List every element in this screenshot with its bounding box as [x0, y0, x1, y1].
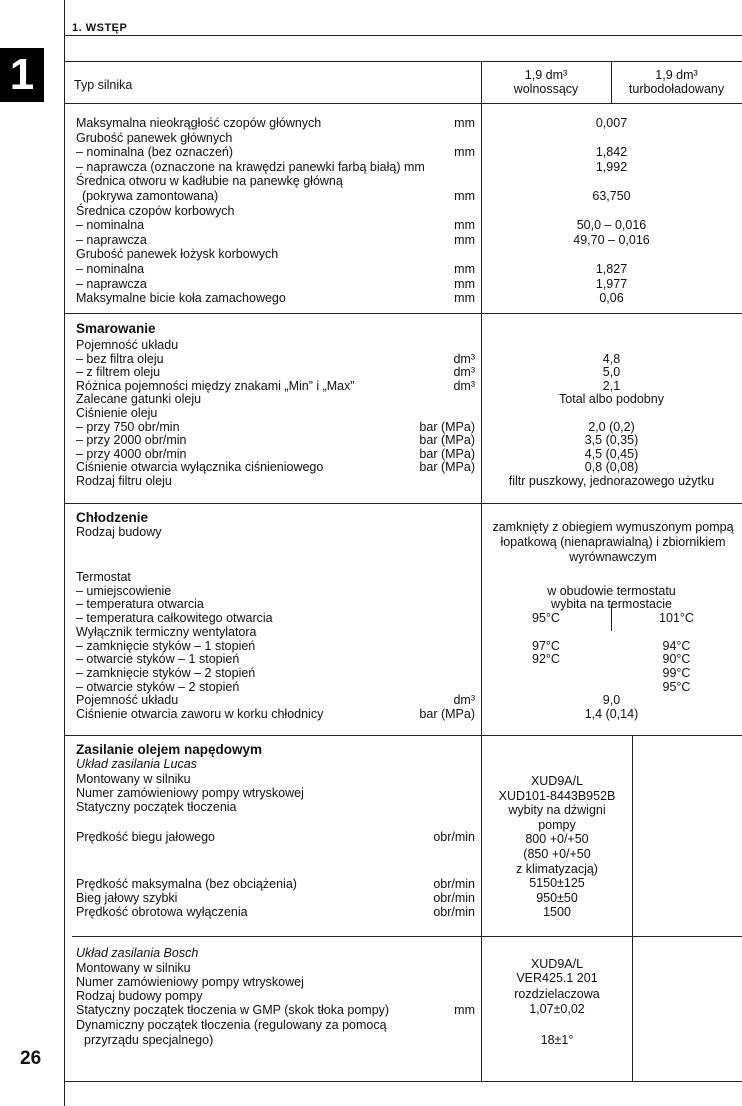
row-unit: mm	[454, 262, 475, 276]
row-unit: bar (MPa)	[419, 433, 475, 448]
subsection-title: Układ zasilania Bosch	[76, 946, 199, 960]
row-value: (850 +0/+50	[523, 847, 591, 861]
left-margin-rule	[64, 0, 65, 1106]
row-label: Prędkość maksymalna (bez obciążenia)	[76, 877, 297, 891]
row-label: – przy 750 obr/min	[76, 419, 180, 434]
row-value: 9,0	[602, 693, 621, 708]
row-value: 0,06	[599, 291, 624, 306]
table-top-rule	[64, 61, 742, 62]
sep-bosch	[72, 936, 742, 937]
row-value: 49,70 – 0,016	[573, 232, 650, 247]
row-value: 1,07±0,02	[529, 1002, 585, 1016]
row-label: Numer zamówieniowy pompy wtryskowej	[76, 786, 304, 800]
row-label: – zamknięcie styków – 2 stopień	[76, 665, 256, 680]
row-value: wyrównawczym	[569, 550, 657, 564]
row-unit: mm	[454, 145, 475, 160]
row-label: Maksymalne bicie koła zamachowego	[76, 291, 286, 306]
row-value-col2: 90°C	[662, 652, 691, 667]
row-value-col1: 97°C	[532, 638, 560, 653]
row-unit: obr/min	[433, 891, 475, 905]
row-label: Ciśnienie otwarcia zaworu w korku chłodnicy	[76, 707, 324, 721]
row-label: – temperatura całkowitego otwarcia	[76, 611, 273, 626]
row-value: w obudowie termostatu	[547, 583, 676, 598]
row-unit: dm³	[453, 693, 475, 708]
row-label: Średnica czopów korbowych	[76, 203, 235, 218]
row-value: filtr puszkowy, jednorazowego użytku	[508, 474, 715, 488]
row-unit: bar (MPa)	[419, 707, 475, 721]
row-value: 3,5 (0,35)	[584, 433, 639, 448]
row-label: – otwarcie styków – 1 stopień	[76, 652, 240, 667]
row-label: – nominalna	[76, 218, 145, 233]
row-label: Ciśnienie oleju	[76, 406, 158, 420]
row-value: 800 +0/+50	[525, 832, 589, 847]
row-value: 2,0 (0,2)	[588, 419, 635, 434]
row-value: z klimatyzacją)	[516, 861, 598, 876]
row-value: zamknięty z obiegiem wymuszonym pompą	[492, 520, 734, 534]
row-label: Rodzaj budowy pompy	[76, 989, 203, 1003]
row-value: XUD9A/L	[530, 957, 584, 971]
header-rule	[64, 35, 742, 36]
row-value: 1,4 (0,14)	[584, 707, 639, 721]
table-head-rule	[64, 103, 742, 104]
row-label: Rodzaj filtru oleju	[76, 474, 172, 488]
row-label: Numer zamówieniowy pompy wtryskowej	[76, 975, 304, 989]
row-label: Statyczny początek tłoczenia	[76, 800, 237, 814]
row-label: Montowany w silniku	[76, 772, 191, 786]
row-label: – nominalna (bez oznaczeń)	[76, 145, 234, 160]
row-label: – przy 4000 obr/min	[76, 446, 187, 461]
row-value-col1: 95°C	[532, 611, 560, 626]
row-unit: mm	[454, 116, 475, 130]
row-value: 5150±125	[529, 876, 585, 891]
row-value: 0,8 (0,08)	[584, 460, 639, 475]
row-label: Montowany w silniku	[76, 961, 191, 975]
row-label: Termostat	[76, 570, 131, 584]
row-value: 1,827	[595, 262, 628, 276]
row-label: – przy 2000 obr/min	[76, 433, 187, 448]
row-label: przyrządu specjalnego)	[84, 1033, 214, 1047]
row-label: Grubość panewek łożysk korbowych	[76, 247, 279, 262]
row-value: 1,977	[595, 276, 628, 291]
row-label: Średnica otworu w kadłubie na panewkę główną	[76, 174, 343, 189]
table-head-col1-line1: 1,9 dm³	[524, 68, 568, 82]
page-number: 26	[20, 1048, 42, 1069]
row-unit: bar (MPa)	[419, 419, 475, 434]
row-unit: obr/min	[433, 877, 475, 891]
row-label: – naprawcza (oznaczone na krawędzi panewki farbą białą) mm	[76, 159, 425, 174]
row-label: Prędkość biegu jałowego	[76, 830, 215, 844]
sep-chlodzenie	[64, 503, 742, 504]
row-value: 4,5 (0,45)	[584, 446, 639, 461]
row-label: Pojemność układu	[76, 693, 179, 708]
footer-rule	[64, 1081, 742, 1082]
row-label: – bez filtra oleju	[76, 351, 164, 366]
row-unit: mm	[454, 218, 475, 233]
row-value: 18±1°	[540, 1033, 574, 1047]
row-value: wybita na termostacie	[551, 597, 672, 612]
section-title: Zasilanie olejem napędowym	[76, 742, 263, 757]
row-unit: obr/min	[433, 830, 475, 844]
row-label: – zamknięcie styków – 1 stopień	[76, 638, 256, 653]
row-value: pompy	[538, 817, 576, 832]
values-column-rule	[481, 61, 482, 1081]
row-label: Wyłącznik termiczny wentylatora	[76, 624, 257, 639]
row-label: Maksymalna nieokrągłość czopów głównych	[76, 116, 322, 130]
section-title: Smarowanie	[76, 321, 156, 336]
row-value-col2: 101°C	[659, 611, 694, 626]
table-head-col2-line2: turbodoładowany	[628, 82, 725, 96]
row-unit: mm	[454, 189, 475, 203]
row-label: Różnica pojemności między znakami „Min” i „Max”	[76, 378, 355, 393]
section-title: Chłodzenie	[76, 510, 149, 525]
row-unit: dm³	[453, 378, 475, 393]
row-value: 950±50	[536, 890, 578, 905]
row-value: 63,750	[592, 189, 631, 203]
row-value: 4,8	[602, 351, 621, 366]
chapter-tab: 1	[0, 48, 44, 102]
row-unit: obr/min	[433, 905, 475, 919]
row-value: XUD9A/L	[530, 774, 584, 788]
row-value-col2: 95°C	[662, 679, 691, 694]
sep-smarowanie	[64, 313, 742, 314]
row-unit: mm	[454, 276, 475, 291]
row-label: Zalecane gatunki oleju	[76, 392, 202, 407]
row-unit: dm³	[453, 351, 475, 366]
row-label: – umiejscowienie	[76, 583, 172, 598]
table-head-label: Typ silnika	[74, 78, 133, 92]
row-value: 1,842	[595, 145, 628, 160]
row-value: 1,992	[595, 159, 628, 174]
table-head-col2-line1: 1,9 dm³	[655, 68, 698, 82]
row-unit: mm	[454, 232, 475, 247]
row-unit: bar (MPa)	[419, 446, 475, 461]
row-label: (pokrywa zamontowana)	[82, 189, 219, 203]
row-label: Bieg jałowy szybki	[76, 891, 178, 905]
subsection-title: Układ zasilania Lucas	[76, 757, 197, 771]
row-value: VER425.1 201	[516, 971, 598, 985]
row-label: – naprawcza	[76, 276, 147, 291]
row-label: Statyczny początek tłoczenia w GMP (skok tłoka pompy)	[76, 1003, 390, 1017]
row-unit: dm³	[453, 365, 475, 380]
row-label: Pojemność układu	[76, 338, 179, 352]
row-label: – z filtrem oleju	[76, 365, 161, 380]
row-value: 1500	[543, 905, 571, 920]
row-unit: mm	[454, 1003, 475, 1017]
section-header: 1. WSTĘP	[72, 22, 128, 34]
row-value: rozdzielaczowa	[514, 987, 600, 1001]
fuel-split-rule	[632, 735, 633, 1081]
row-value: wybity na dźwigni	[508, 803, 606, 818]
row-label: – naprawcza	[76, 232, 147, 247]
row-value: 5,0	[602, 365, 621, 380]
row-value: 50,0 – 0,016	[576, 218, 647, 233]
row-value-col2: 99°C	[662, 665, 691, 680]
row-value-col2: 94°C	[662, 638, 691, 653]
sep-zasilanie	[64, 735, 742, 736]
row-value: 0,007	[595, 116, 628, 130]
row-label: Dynamiczny początek tłoczenia (regulowany za pomocą	[76, 1018, 387, 1032]
row-label: Rodzaj budowy	[76, 525, 162, 539]
row-unit: mm	[454, 291, 475, 306]
row-value: łopatkową (nienaprawialną) i zbiornikiem	[500, 535, 726, 549]
row-label: – temperatura otwarcia	[76, 597, 204, 612]
row-label: Grubość panewek głównych	[76, 130, 233, 145]
row-unit: bar (MPa)	[419, 460, 475, 475]
table-head-col1-line2: wolnossący	[513, 82, 579, 96]
row-value: 2,1	[602, 378, 621, 393]
row-value: XUD101-8443B952B	[498, 788, 616, 803]
row-value: Total albo podobny	[559, 392, 664, 407]
row-label: Prędkość obrotowa wyłączenia	[76, 905, 248, 919]
row-value-col1: 92°C	[532, 652, 560, 667]
row-label: – otwarcie styków – 2 stopień	[76, 679, 240, 694]
row-label: Ciśnienie otwarcia wyłącznika ciśnieniowego	[76, 460, 324, 475]
row-label: – nominalna	[76, 262, 145, 276]
